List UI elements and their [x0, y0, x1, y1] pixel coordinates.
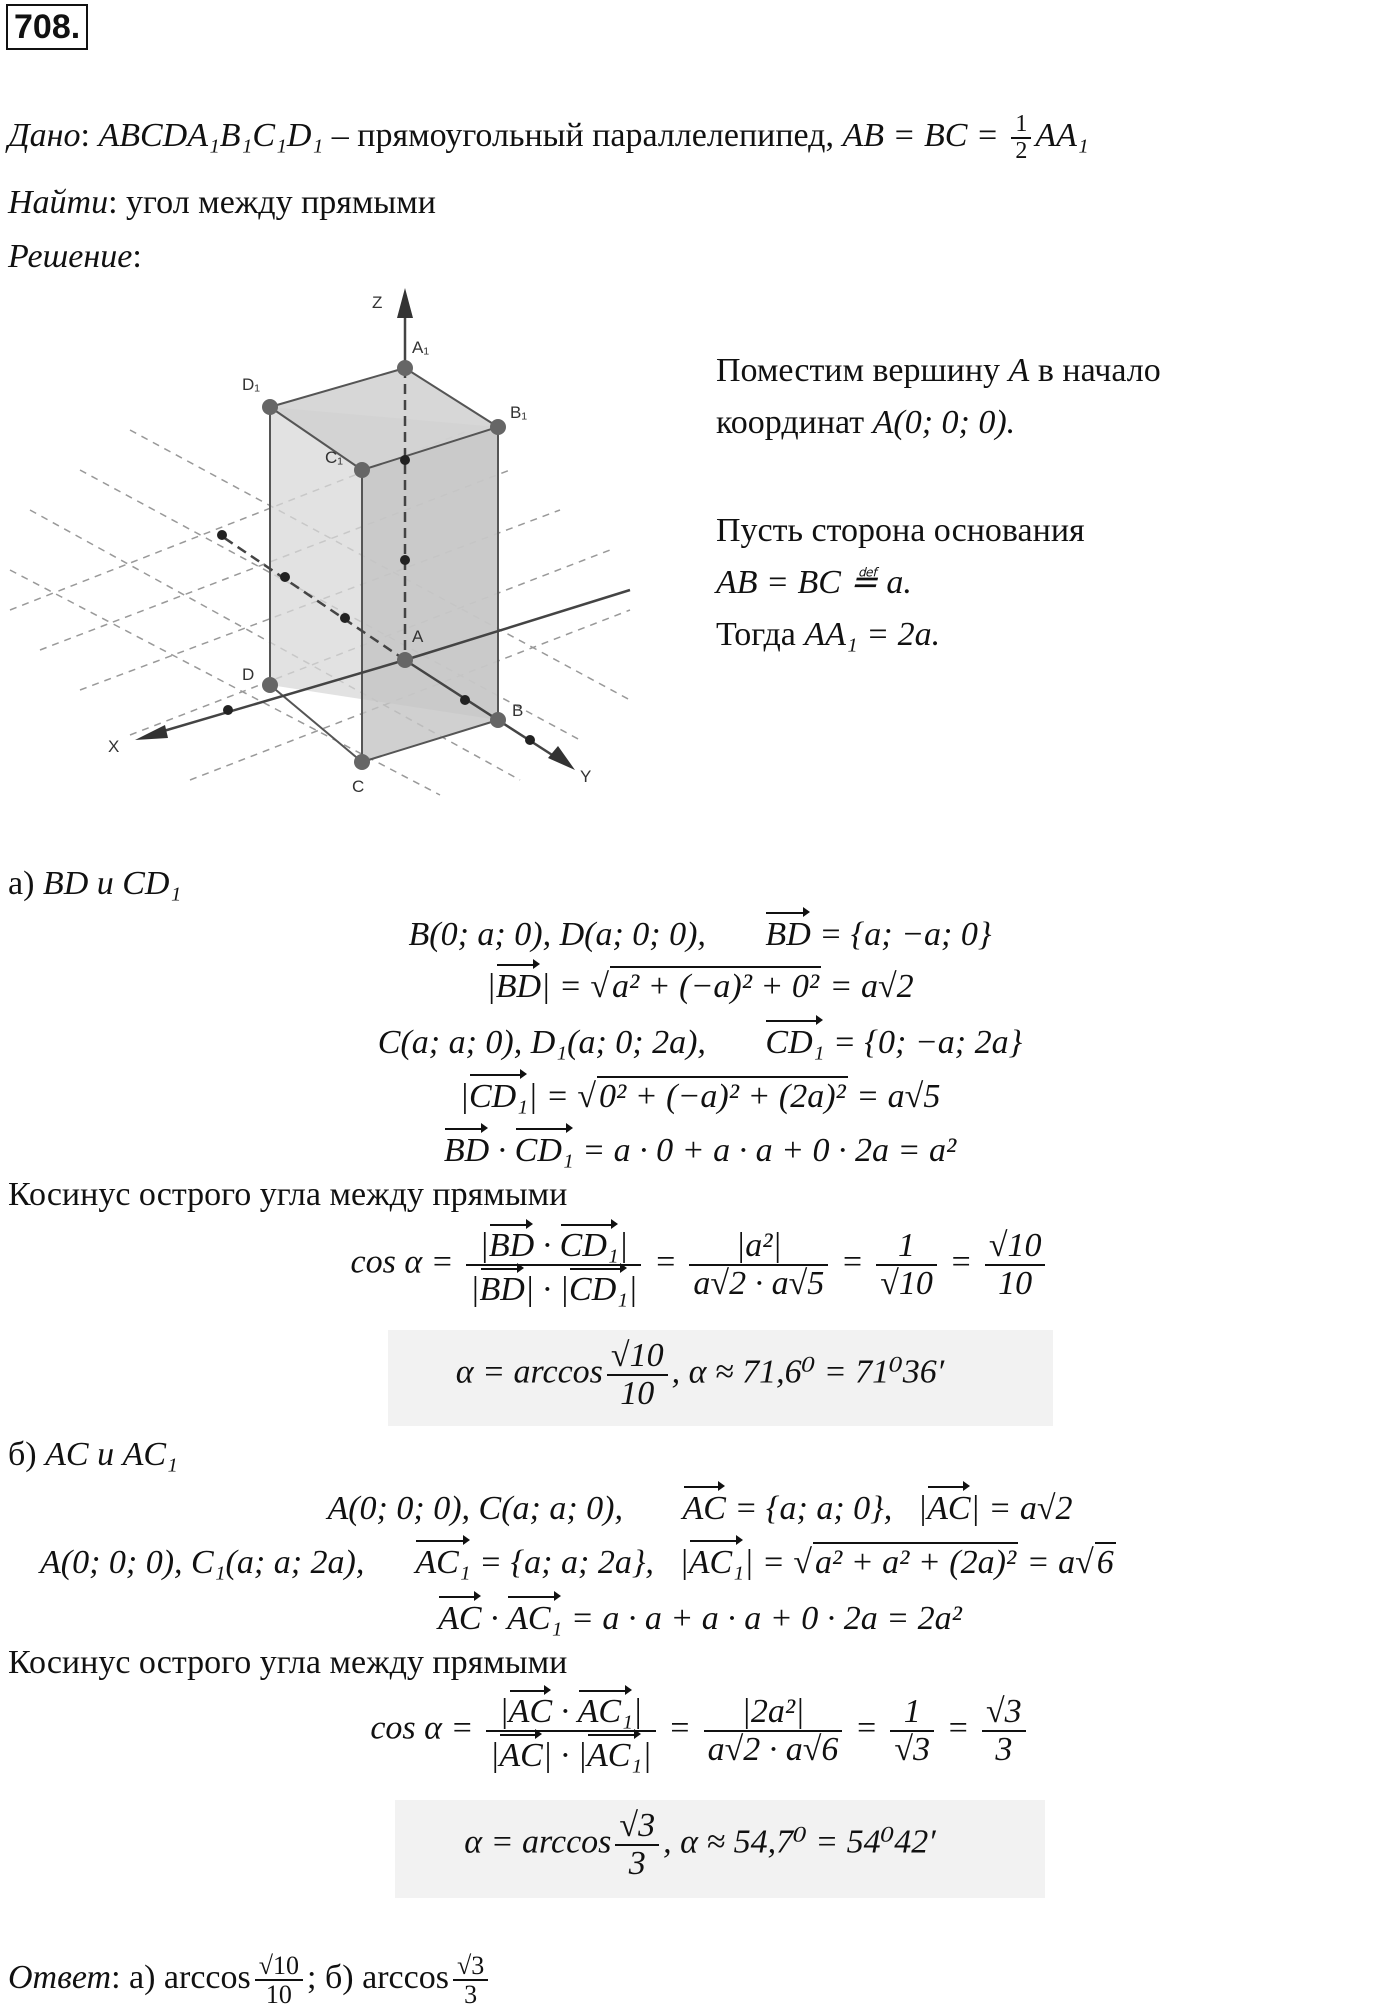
svg-text:D₁: D₁ [242, 375, 261, 394]
find-text: : угол между прямыми [108, 184, 436, 221]
svg-text:B: B [512, 701, 524, 720]
part-b-cos-formula: cos α = $\frac{\text{|AC · AC₁|}}{\text{|AC| · |AC₁|}}$ = $\frac{\text{|2a²|}}{a√2 \cdot a√6}$ = $\frac{1}{√3}$ = $\frac{√3}{3}$ [0, 1688, 1400, 1773]
svg-text:B₁: B₁ [510, 403, 528, 422]
given-line: Дано: ABCDA₁B₁C₁D₁ – прямоугольный параллелепипед, AB = BC = $\frac{1}{2}$ AA₁ [8, 111, 1089, 165]
problem-number: 708. [6, 4, 88, 50]
svg-text:Y: Y [580, 767, 592, 786]
given-equality: AB = BC = [842, 116, 1008, 154]
z-arrow-icon [397, 288, 413, 318]
part-b-points-2: A(0; 0; 0), C₁(a; a; 2a), AC₁ = {a; a; 2a}, |AC₁| = √ a² + a² + (2a)² = a√ 6 [40, 1538, 1116, 1582]
part-b-cos-label: Косинус острого угла между прямыми [8, 1644, 568, 1681]
find-line [8, 184, 436, 222]
svg-text:C₁: C₁ [325, 448, 344, 467]
given-figure: ABCDA₁B₁C₁D₁ [98, 116, 324, 154]
solution-line: Решение: [8, 238, 142, 275]
part-a-angle-result: α = arccos $\frac{√10}{10}$ , α ≈ 71,6⁰ = 71⁰36′ [455, 1337, 945, 1412]
solution-label: Решение [8, 238, 133, 275]
side-explanation: Поместим вершину A в начало координат A(0; 0; 0). Пусть сторона основания AB = BC ≝ a. Тогда AA₁ = 2a. [716, 352, 1161, 653]
y-arrow-icon [548, 746, 575, 770]
given-text: – прямоугольный параллелепипед, [323, 116, 843, 154]
answer-line: Ответ: а) arccos $\frac{√10}{10}$ ; б) arccos $\frac{√3}{3}$ [8, 1952, 492, 2009]
part-a-points-2: C(a; a; 0), D₁(a; 0; 2a), CD₁ = {0; −a; 2a} [0, 1018, 1400, 1062]
svg-text:X: X [108, 737, 120, 756]
part-a-length-bd: |BD| = √ a² + (−a)² + 0² = a√2 [0, 962, 1400, 1006]
given-fraction: $\frac{1}{2}$ [1011, 112, 1031, 164]
part-b-angle-result: α = arccos $\frac{√3}{3}$ , α ≈ 54,7⁰ = 54⁰42′ [464, 1807, 936, 1882]
svg-text:Z: Z [372, 293, 383, 312]
part-a-cos-formula: cos α = $\frac{\text{|BD · CD₁|}}{\text{|BD| · |CD₁|}}$ = $\frac{\text{|a²|}}{a√2 \cdot a√5}$ = $\frac{1}{√10}$ = $\frac{√10}{10}$ [0, 1222, 1400, 1307]
part-a-cos-label: Косинус острого угла между прямыми [8, 1176, 568, 1213]
part-b-heading: б) AC и AC₁ [8, 1436, 178, 1473]
part-a-dot-product: BD · CD₁ = a · 0 + a · a + 0 · 2a = a² [0, 1126, 1400, 1170]
x-arrow-icon [135, 725, 168, 740]
find-label: Найти [8, 184, 109, 221]
part-a-heading: а) BD и CD₁ [8, 865, 182, 902]
given-edge: AA₁ [1035, 116, 1089, 154]
parallelepiped-diagram [0, 280, 640, 800]
svg-text:A₁: A₁ [412, 338, 430, 357]
svg-text:C: C [352, 777, 365, 796]
part-b-points-1: A(0; 0; 0), C(a; a; 0), AC = {a; a; 0}, |AC| = a√2 [0, 1484, 1400, 1528]
given-label: Дано [8, 116, 81, 154]
part-a-points-1: B(0; a; 0), D(a; 0; 0), BD = {a; −a; 0} [0, 910, 1400, 954]
svg-text:D: D [242, 665, 255, 684]
part-b-dot-product: AC · AC₁ = a · a + a · a + 0 · 2a = 2a² [0, 1594, 1400, 1638]
part-a-length-cd1: |CD₁| = √ 0² + (−a)² + (2a)² = a√5 [0, 1072, 1400, 1116]
svg-text:A: A [412, 627, 424, 646]
